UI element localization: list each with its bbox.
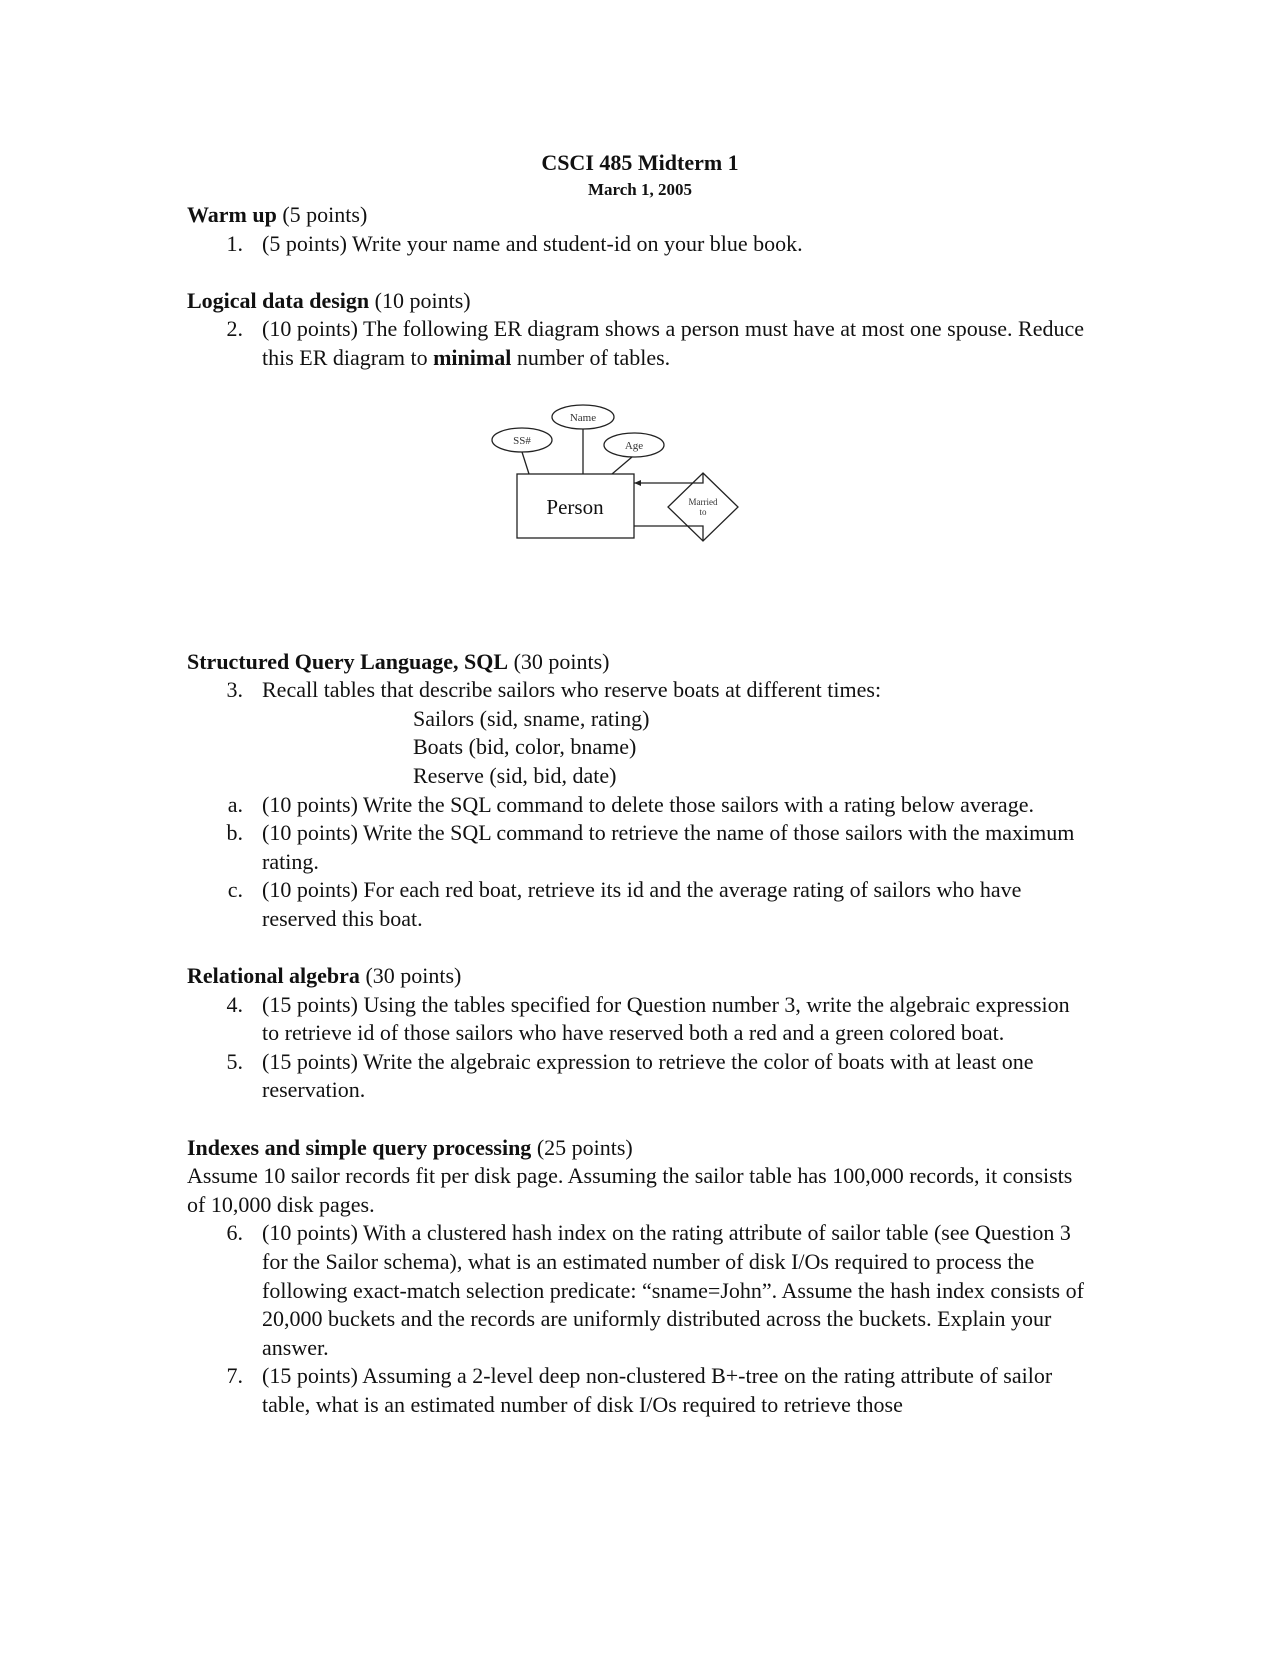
question-text: Recall tables that describe sailors who reserve boats at different times: [262, 677, 882, 703]
warmup-questions [187, 230, 1087, 259]
question-7 [187, 1362, 1087, 1419]
question-text: (10 points) With a clustered hash index on the rating attribute of sailor table (see Question 3 for the Sailor schema), what is an estimated number of disk I/Os required to process the following exact-match selection predicate: “sname=John”. Assume the hash index consists of 20,000 buckets and the records are uniformly distributed across the buckets. Explain your answer. [262, 1220, 1084, 1360]
question-3a [187, 791, 1087, 820]
question-1 [187, 230, 1087, 259]
question-number: 1. [226, 230, 243, 256]
attr-age-label: Age [624, 439, 644, 452]
section-heading-warmup: Warm up (5 points) [187, 202, 368, 227]
section-heading-sql: Structured Query Language, SQL (30 points) [187, 648, 610, 674]
indexes-intro: Assume 10 sailor records fit per disk page. Assuming the sailor table has 100,000 records, it consists of 10,000 disk pages. [187, 1163, 1073, 1217]
exam-content [187, 201, 1087, 1420]
question-text: (10 points) The following ER diagram shows a person must have at most one spouse. Reduce this ER diagram to [262, 316, 1085, 370]
question-2 [187, 315, 1087, 372]
question-text: (15 points) Using the tables specified for Question number 3, write the algebraic expression to retrieve id of those sailors who have reserved both a red and a green colored boat. [262, 991, 1070, 1046]
question-3 [187, 676, 1087, 705]
question-text: (15 points) Write the algebraic expression to retrieve the color of boats with at least one reservation. [262, 1048, 1034, 1103]
algebra-questions [187, 991, 1087, 1105]
question-number: c. [227, 877, 243, 903]
section-heading-logical: Logical data design (10 points) [187, 287, 471, 313]
question-3b [187, 819, 1087, 876]
relationship-label-line1: Married [688, 496, 718, 507]
sql-questions [187, 676, 1087, 705]
question-number: a. [227, 791, 243, 817]
question-number: b. [226, 820, 243, 846]
question-text-end: number of tables. [511, 344, 671, 370]
question-number: 4. [226, 991, 243, 1017]
question-text: (10 points) Write the SQL command to retrieve the name of those sailors with the maximum rating. [262, 820, 1075, 874]
question-3c [187, 876, 1087, 933]
schema-reserve: Reserve (sid, bid, date) [413, 762, 617, 788]
question-number: 2. [226, 316, 243, 342]
schema-boats: Boats (bid, color, bname) [413, 734, 637, 760]
question-text: (5 points) Write your name and student-id on your blue book. [262, 230, 803, 256]
attr-ssn-label: SS# [513, 434, 531, 447]
logical-questions [187, 315, 1087, 372]
question-text: (10 points) Write the SQL command to delete those sailors with a rating below average. [262, 791, 1034, 817]
entity-label: Person [546, 494, 604, 519]
emphasis-word: minimal [433, 344, 512, 370]
question-4 [187, 991, 1087, 1048]
exam-date: March 1, 2005 [587, 180, 693, 199]
exam-title: CSCI 485 Midterm 1 [541, 150, 739, 175]
question-6 [187, 1219, 1087, 1362]
section-heading-indexes: Indexes and simple query processing (25 points) [187, 1134, 633, 1160]
schema-sailors: Sailors (sid, sname, rating) [413, 705, 650, 731]
er-diagram [187, 383, 1087, 648]
question-text: (10 points) For each red boat, retrieve its id and the average rating of sailors who have reserved this boat. [262, 877, 1022, 931]
question-number: 6. [226, 1220, 243, 1246]
section-heading-algebra: Relational algebra (30 points) [187, 963, 462, 989]
question-text: (15 points) Assuming a 2-level deep non-clustered B+-tree on the rating attribute of sailor table, what is an estimated number of disk I/Os required to retrieve those [262, 1363, 1053, 1417]
arrow-head [634, 480, 641, 486]
question-number: 3. [226, 677, 243, 703]
indexes-questions [187, 1219, 1087, 1419]
sql-subquestions [187, 791, 1087, 934]
relationship-label-line2: to [699, 506, 707, 517]
table-schemas [187, 705, 1087, 791]
question-number: 5. [226, 1048, 243, 1074]
question-5 [187, 1048, 1087, 1105]
question-number: 7. [226, 1363, 243, 1389]
er-diagram-svg [487, 393, 767, 593]
attr-name-label: Name [569, 411, 597, 424]
